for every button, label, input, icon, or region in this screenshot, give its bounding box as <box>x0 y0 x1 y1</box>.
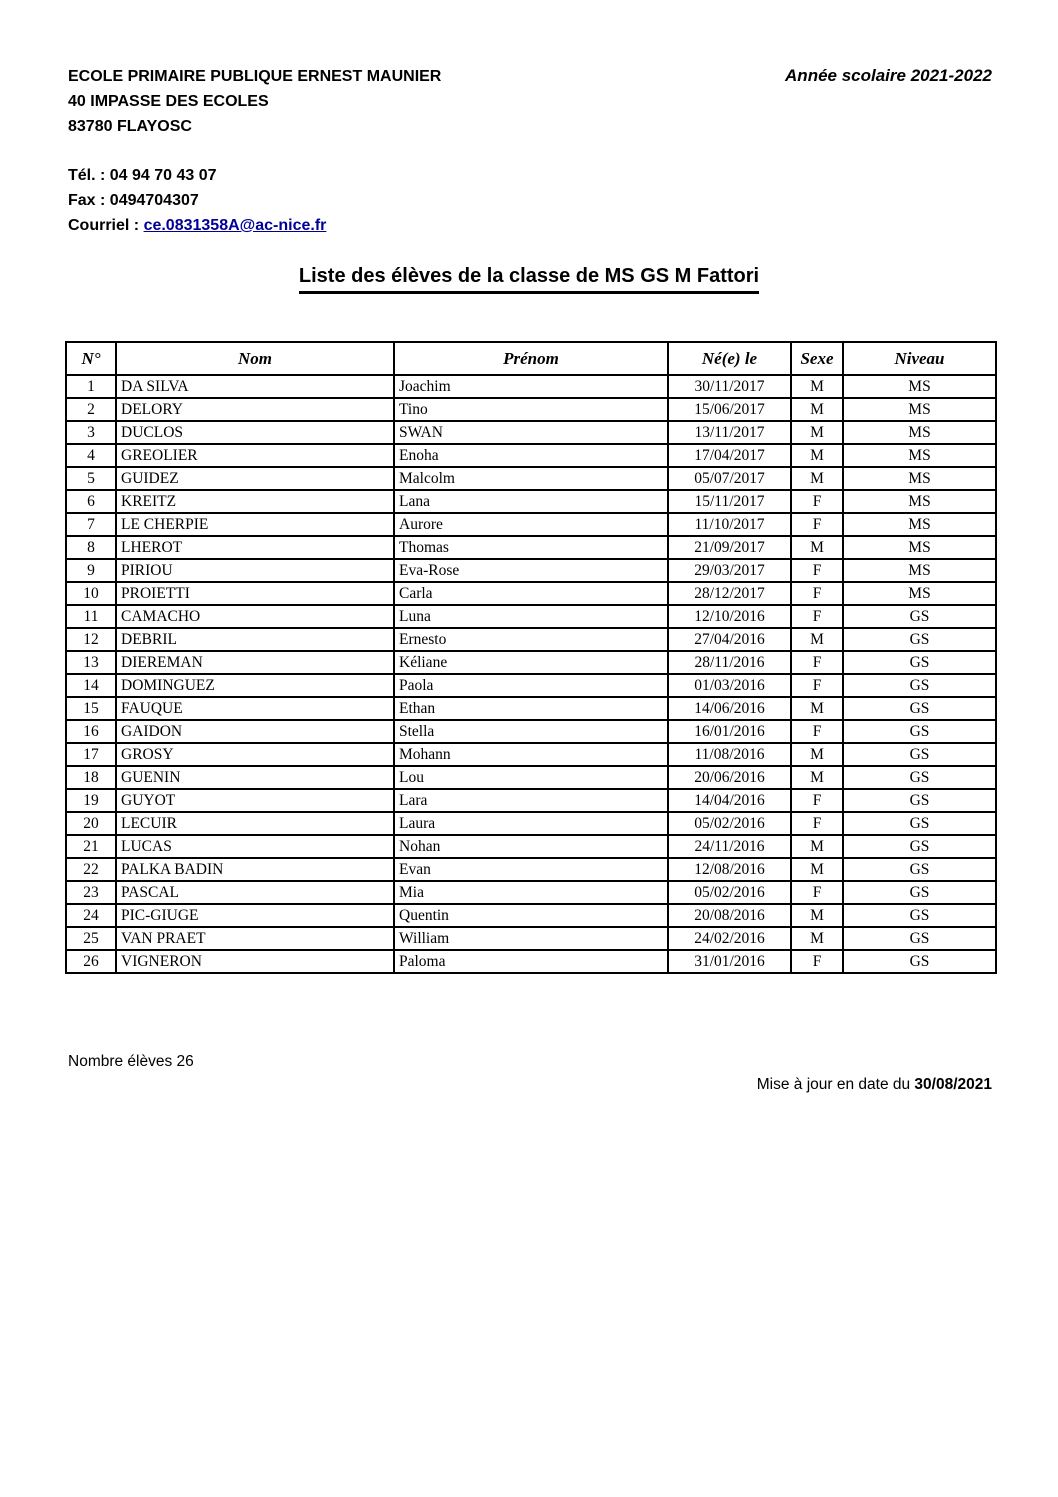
students-table <box>65 341 997 974</box>
cell-sexe: F <box>791 651 843 674</box>
cell-prenom: William <box>394 927 668 950</box>
table-row <box>66 375 996 398</box>
cell-prenom: Ethan <box>394 697 668 720</box>
cell-niveau: GS <box>843 858 996 881</box>
cell-nom: GROSY <box>116 743 394 766</box>
students-table-body <box>66 375 996 973</box>
table-row <box>66 628 996 651</box>
cell-nom: FAUQUE <box>116 697 394 720</box>
table-row <box>66 674 996 697</box>
cell-prenom: Stella <box>394 720 668 743</box>
cell-num: 20 <box>66 812 116 835</box>
cell-sexe: M <box>791 398 843 421</box>
cell-niveau: MS <box>843 467 996 490</box>
cell-num: 10 <box>66 582 116 605</box>
cell-num: 19 <box>66 789 116 812</box>
cell-nom: DA SILVA <box>116 375 394 398</box>
cell-ne-le: 31/01/2016 <box>668 950 791 973</box>
fax-line: Fax : 0494704307 <box>68 192 199 209</box>
cell-num: 1 <box>66 375 116 398</box>
table-row <box>66 835 996 858</box>
updated-line <box>757 1076 992 1094</box>
cell-prenom: Laura <box>394 812 668 835</box>
column-header-nom: Nom <box>116 342 394 375</box>
cell-ne-le: 21/09/2017 <box>668 536 791 559</box>
cell-nom: DIEREMAN <box>116 651 394 674</box>
cell-nom: DEBRIL <box>116 628 394 651</box>
table-row <box>66 789 996 812</box>
cell-ne-le: 30/11/2017 <box>668 375 791 398</box>
cell-niveau: GS <box>843 766 996 789</box>
cell-niveau: GS <box>843 789 996 812</box>
cell-num: 6 <box>66 490 116 513</box>
cell-num: 25 <box>66 927 116 950</box>
cell-niveau: MS <box>843 444 996 467</box>
cell-sexe: M <box>791 743 843 766</box>
cell-ne-le: 29/03/2017 <box>668 559 791 582</box>
cell-sexe: M <box>791 467 843 490</box>
updated-date: 30/08/2021 <box>914 1076 992 1093</box>
table-row <box>66 950 996 973</box>
cell-ne-le: 27/04/2016 <box>668 628 791 651</box>
cell-sexe: M <box>791 697 843 720</box>
cell-niveau: MS <box>843 582 996 605</box>
school-address-line2: 83780 FLAYOSC <box>68 118 192 135</box>
cell-ne-le: 12/08/2016 <box>668 858 791 881</box>
cell-prenom: SWAN <box>394 421 668 444</box>
cell-niveau: MS <box>843 536 996 559</box>
cell-sexe: M <box>791 421 843 444</box>
cell-prenom: Nohan <box>394 835 668 858</box>
contact-block <box>68 163 326 238</box>
table-row <box>66 766 996 789</box>
cell-ne-le: 13/11/2017 <box>668 421 791 444</box>
table-row <box>66 582 996 605</box>
cell-niveau: GS <box>843 904 996 927</box>
cell-prenom: Thomas <box>394 536 668 559</box>
cell-prenom: Eva-Rose <box>394 559 668 582</box>
cell-ne-le: 16/01/2016 <box>668 720 791 743</box>
cell-nom: VIGNERON <box>116 950 394 973</box>
table-row <box>66 858 996 881</box>
cell-num: 21 <box>66 835 116 858</box>
cell-prenom: Evan <box>394 858 668 881</box>
cell-num: 2 <box>66 398 116 421</box>
cell-ne-le: 05/02/2016 <box>668 812 791 835</box>
cell-num: 9 <box>66 559 116 582</box>
cell-sexe: M <box>791 927 843 950</box>
school-address-line1: 40 IMPASSE DES ECOLES <box>68 93 269 110</box>
cell-num: 16 <box>66 720 116 743</box>
cell-num: 7 <box>66 513 116 536</box>
cell-num: 11 <box>66 605 116 628</box>
cell-niveau: MS <box>843 375 996 398</box>
cell-niveau: GS <box>843 743 996 766</box>
cell-ne-le: 05/07/2017 <box>668 467 791 490</box>
cell-niveau: GS <box>843 881 996 904</box>
cell-niveau: GS <box>843 835 996 858</box>
cell-prenom: Malcolm <box>394 467 668 490</box>
cell-prenom: Ernesto <box>394 628 668 651</box>
cell-sexe: F <box>791 950 843 973</box>
cell-nom: GAIDON <box>116 720 394 743</box>
cell-nom: LUCAS <box>116 835 394 858</box>
cell-prenom: Lana <box>394 490 668 513</box>
cell-prenom: Aurore <box>394 513 668 536</box>
cell-ne-le: 28/11/2016 <box>668 651 791 674</box>
cell-prenom: Quentin <box>394 904 668 927</box>
cell-num: 8 <box>66 536 116 559</box>
cell-nom: GUIDEZ <box>116 467 394 490</box>
table-row <box>66 720 996 743</box>
column-header-sexe: Sexe <box>791 342 843 375</box>
cell-ne-le: 11/10/2017 <box>668 513 791 536</box>
cell-prenom: Enoha <box>394 444 668 467</box>
school-year-label: Année scolaire 2021-2022 <box>785 66 992 85</box>
cell-prenom: Paola <box>394 674 668 697</box>
cell-sexe: F <box>791 881 843 904</box>
cell-ne-le: 01/03/2016 <box>668 674 791 697</box>
cell-sexe: F <box>791 789 843 812</box>
cell-sexe: F <box>791 812 843 835</box>
cell-nom: PIC-GIUGE <box>116 904 394 927</box>
cell-sexe: M <box>791 375 843 398</box>
cell-prenom: Luna <box>394 605 668 628</box>
cell-num: 23 <box>66 881 116 904</box>
cell-nom: KREITZ <box>116 490 394 513</box>
cell-nom: VAN PRAET <box>116 927 394 950</box>
cell-sexe: F <box>791 513 843 536</box>
cell-niveau: GS <box>843 605 996 628</box>
cell-num: 15 <box>66 697 116 720</box>
cell-niveau: GS <box>843 812 996 835</box>
table-row <box>66 812 996 835</box>
cell-prenom: Mia <box>394 881 668 904</box>
cell-ne-le: 24/02/2016 <box>668 927 791 950</box>
cell-nom: PASCAL <box>116 881 394 904</box>
table-row <box>66 651 996 674</box>
table-header-row <box>66 342 996 375</box>
cell-nom: GREOLIER <box>116 444 394 467</box>
table-row <box>66 513 996 536</box>
cell-sexe: F <box>791 582 843 605</box>
column-header-prenom: Prénom <box>394 342 668 375</box>
table-row <box>66 697 996 720</box>
cell-niveau: MS <box>843 421 996 444</box>
cell-ne-le: 17/04/2017 <box>668 444 791 467</box>
table-row <box>66 536 996 559</box>
column-header-num: N° <box>66 342 116 375</box>
cell-ne-le: 05/02/2016 <box>668 881 791 904</box>
cell-sexe: M <box>791 766 843 789</box>
cell-niveau: GS <box>843 950 996 973</box>
email-label: Courriel : <box>68 217 144 234</box>
cell-nom: PALKA BADIN <box>116 858 394 881</box>
school-name: ECOLE PRIMAIRE PUBLIQUE ERNEST MAUNIER <box>68 68 442 85</box>
cell-niveau: GS <box>843 651 996 674</box>
cell-ne-le: 24/11/2016 <box>668 835 791 858</box>
table-row <box>66 605 996 628</box>
page-title: Liste des élèves de la classe de MS GS M Fattori <box>299 265 759 294</box>
cell-nom: LE CHERPIE <box>116 513 394 536</box>
cell-prenom: Lara <box>394 789 668 812</box>
cell-niveau: MS <box>843 559 996 582</box>
table-row <box>66 559 996 582</box>
email-link[interactable]: ce.0831358A@ac-nice.fr <box>143 217 327 234</box>
cell-sexe: M <box>791 858 843 881</box>
cell-nom: PIRIOU <box>116 559 394 582</box>
cell-niveau: GS <box>843 927 996 950</box>
cell-sexe: M <box>791 444 843 467</box>
cell-sexe: M <box>791 835 843 858</box>
cell-sexe: M <box>791 904 843 927</box>
cell-niveau: GS <box>843 697 996 720</box>
cell-prenom: Carla <box>394 582 668 605</box>
updated-label: Mise à jour en date du <box>756 1076 915 1093</box>
cell-ne-le: 20/06/2016 <box>668 766 791 789</box>
cell-niveau: GS <box>843 628 996 651</box>
cell-sexe: F <box>791 720 843 743</box>
cell-niveau: MS <box>843 398 996 421</box>
table-row <box>66 881 996 904</box>
cell-ne-le: 14/06/2016 <box>668 697 791 720</box>
cell-nom: PROIETTI <box>116 582 394 605</box>
cell-nom: LHEROT <box>116 536 394 559</box>
table-row <box>66 421 996 444</box>
cell-nom: GUYOT <box>116 789 394 812</box>
cell-ne-le: 12/10/2016 <box>668 605 791 628</box>
cell-num: 3 <box>66 421 116 444</box>
cell-ne-le: 14/04/2016 <box>668 789 791 812</box>
cell-ne-le: 11/08/2016 <box>668 743 791 766</box>
cell-sexe: M <box>791 536 843 559</box>
cell-sexe: F <box>791 559 843 582</box>
cell-sexe: F <box>791 605 843 628</box>
cell-nom: CAMACHO <box>116 605 394 628</box>
email-line <box>68 213 326 238</box>
cell-ne-le: 28/12/2017 <box>668 582 791 605</box>
table-row <box>66 904 996 927</box>
cell-num: 18 <box>66 766 116 789</box>
cell-num: 14 <box>66 674 116 697</box>
cell-ne-le: 20/08/2016 <box>668 904 791 927</box>
cell-prenom: Mohann <box>394 743 668 766</box>
cell-niveau: MS <box>843 513 996 536</box>
cell-nom: DOMINGUEZ <box>116 674 394 697</box>
cell-num: 24 <box>66 904 116 927</box>
cell-nom: GUENIN <box>116 766 394 789</box>
column-header-ne-le: Né(e) le <box>668 342 791 375</box>
cell-niveau: GS <box>843 674 996 697</box>
table-row <box>66 490 996 513</box>
cell-num: 13 <box>66 651 116 674</box>
cell-num: 22 <box>66 858 116 881</box>
title-wrap <box>0 265 1058 294</box>
table-row <box>66 927 996 950</box>
cell-sexe: F <box>791 674 843 697</box>
cell-niveau: GS <box>843 720 996 743</box>
cell-nom: DELORY <box>116 398 394 421</box>
cell-prenom: Lou <box>394 766 668 789</box>
cell-sexe: M <box>791 628 843 651</box>
table-row <box>66 743 996 766</box>
column-header-niveau: Niveau <box>843 342 996 375</box>
cell-prenom: Kéliane <box>394 651 668 674</box>
cell-niveau: MS <box>843 490 996 513</box>
table-row <box>66 467 996 490</box>
school-address-block <box>68 64 441 139</box>
student-count: Nombre élèves 26 <box>68 1053 194 1070</box>
cell-nom: LECUIR <box>116 812 394 835</box>
table-row <box>66 398 996 421</box>
cell-num: 17 <box>66 743 116 766</box>
cell-ne-le: 15/06/2017 <box>668 398 791 421</box>
cell-num: 5 <box>66 467 116 490</box>
cell-num: 26 <box>66 950 116 973</box>
cell-nom: DUCLOS <box>116 421 394 444</box>
cell-sexe: F <box>791 490 843 513</box>
cell-prenom: Tino <box>394 398 668 421</box>
cell-num: 4 <box>66 444 116 467</box>
table-row <box>66 444 996 467</box>
cell-ne-le: 15/11/2017 <box>668 490 791 513</box>
cell-prenom: Paloma <box>394 950 668 973</box>
phone-line: Tél. : 04 94 70 43 07 <box>68 167 217 184</box>
cell-prenom: Joachim <box>394 375 668 398</box>
cell-num: 12 <box>66 628 116 651</box>
